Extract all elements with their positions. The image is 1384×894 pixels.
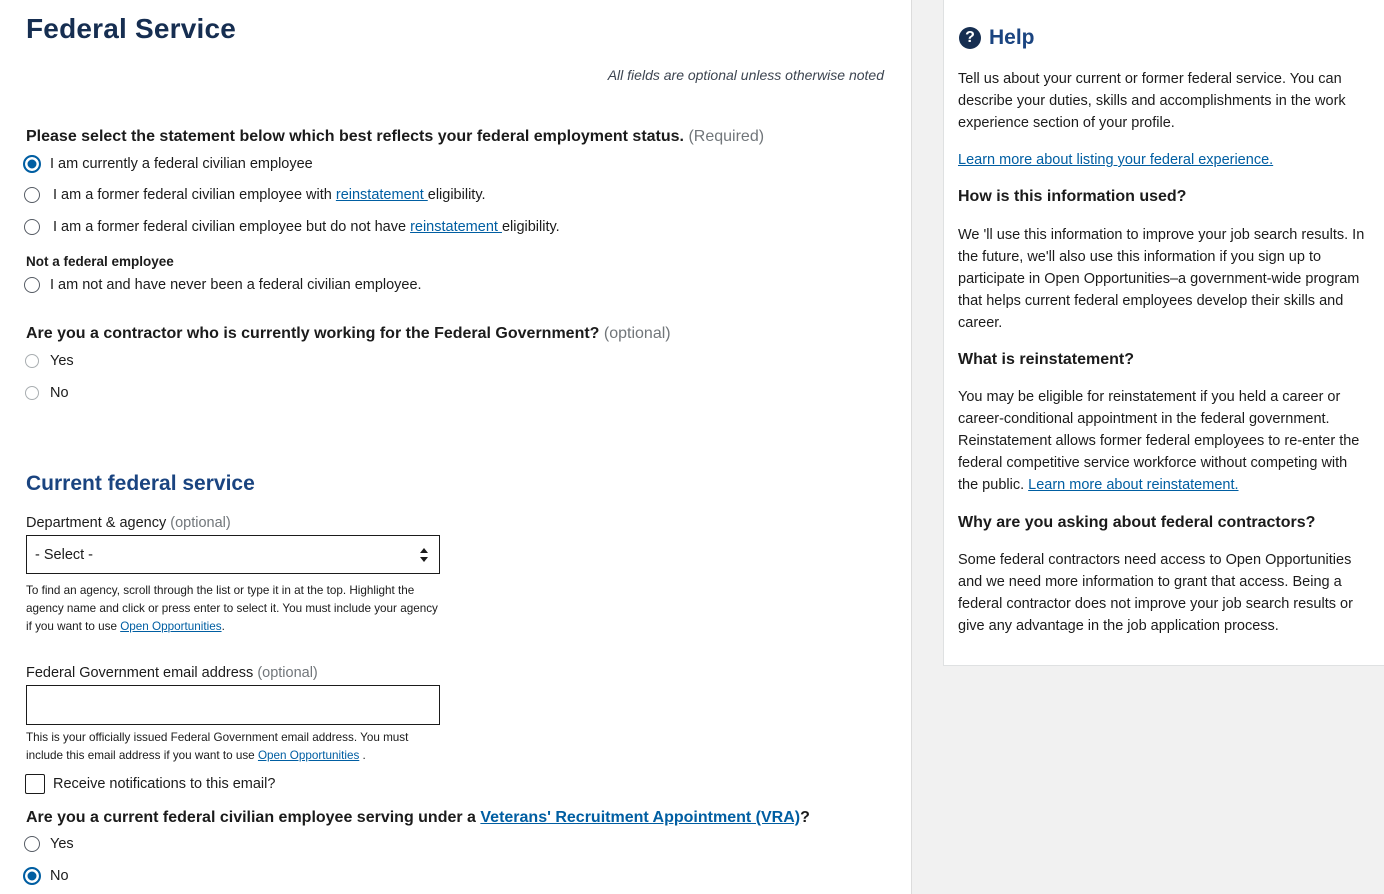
department-label-text: Department & agency <box>26 515 167 531</box>
radio-vra-no[interactable] <box>23 867 41 885</box>
help-a2-text: You may be eligible for reinstatement if you held a career or career-conditional appointment in the federal government. Reinstatement allows former federal employees to re-enter the federal competitive service workforce without competing with the public. <box>958 389 1360 493</box>
vra-question-text: Are you a current federal civilian employee serving under a <box>26 809 481 826</box>
department-optional: (optional) <box>170 515 231 531</box>
notifications-label: Receive notifications to this email? <box>53 776 276 792</box>
radio-never-federal[interactable] <box>24 277 40 293</box>
learn-more-federal-experience-link[interactable]: Learn more about listing your federal experience. <box>958 152 1274 168</box>
page-title: Federal Service <box>26 13 237 44</box>
option-text: I am a former federal civilian employee but do not have <box>53 219 411 235</box>
fields-note: All fields are optional unless otherwise noted <box>607 67 884 83</box>
vra-question-label <box>26 809 810 827</box>
required-marker: (Required) <box>688 128 765 145</box>
select-arrows-icon <box>419 547 429 563</box>
vra-link[interactable]: Veterans' Recruitment Appointment (VRA) <box>480 809 801 826</box>
option-former-with-reinstatement <box>53 187 486 203</box>
help-q3: Why are you asking about federal contractors? <box>958 514 1316 531</box>
current-service-heading: Current federal service <box>26 472 255 495</box>
contractor-no-label: No <box>50 385 69 401</box>
reinstatement-link-2[interactable]: reinstatement <box>410 219 502 235</box>
department-select[interactable] <box>26 535 440 574</box>
help-title <box>959 26 1035 50</box>
email-label-text: Federal Government email address <box>26 665 254 681</box>
help-title-text: Help <box>989 26 1035 49</box>
learn-more-reinstatement-link[interactable]: Learn more about reinstatement. <box>1028 477 1239 493</box>
contractor-question-text: Are you a contractor who is currently working for the Federal Government? <box>26 325 600 342</box>
radio-current-employee[interactable] <box>23 155 41 173</box>
option-text-end: eligibility. <box>501 219 560 235</box>
open-opportunities-link-2[interactable]: Open Opportunities <box>257 749 360 762</box>
radio-contractor-no[interactable] <box>25 386 39 400</box>
department-hint <box>26 582 446 636</box>
radio-former-without-reinstatement[interactable] <box>24 219 40 235</box>
email-label <box>26 665 318 681</box>
department-label <box>26 515 231 531</box>
status-question-text: Please select the statement below which best reflects your federal employment status. <box>26 128 684 145</box>
notifications-checkbox[interactable] <box>25 774 45 794</box>
reinstatement-link[interactable]: reinstatement <box>335 187 428 203</box>
department-hint-text: To find an agency, scroll through the list or type it in at the top. Highlight the agency name and click or press enter to select it. You must include your agency if you want to use <box>26 584 438 633</box>
email-hint-end: . <box>359 749 366 762</box>
contractor-question-label <box>26 325 671 343</box>
vra-yes-label: Yes <box>50 836 74 852</box>
option-text-end: eligibility. <box>427 187 486 203</box>
help-q1: How is this information used? <box>958 188 1187 205</box>
status-question-label <box>26 128 764 146</box>
option-never-federal: I am not and have never been a federal civilian employee. <box>50 277 422 293</box>
open-opportunities-link[interactable]: Open Opportunities <box>120 620 222 633</box>
contractor-yes-label: Yes <box>50 353 74 369</box>
optional-marker: (optional) <box>603 325 671 342</box>
email-hint-text: This is your officially issued Federal Government email address. You must include this email address if you want to use <box>26 731 409 762</box>
radio-former-with-reinstatement[interactable] <box>24 187 40 203</box>
help-learn-more <box>958 149 1368 171</box>
help-a3: Some federal contractors need access to Open Opportunities and we need more information to grant that access. Being a federal contractor does not improve your job search results or give any advantage in the job application process. <box>958 552 1353 634</box>
email-hint <box>26 729 426 765</box>
option-former-without-reinstatement <box>53 219 560 235</box>
help-q2: What is reinstatement? <box>958 351 1135 368</box>
email-optional: (optional) <box>257 665 318 681</box>
vra-question-end: ? <box>800 809 810 826</box>
department-hint-end: . <box>221 620 225 633</box>
option-current-employee: I am currently a federal civilian employee <box>50 156 313 172</box>
department-select-value: - Select - <box>35 547 94 563</box>
help-a1: We 'll use this information to improve your job search results. In the future, we'll also use this information if you sign up to participate in Open Opportunities–a government-wide program that helps current federal employees develop their skills and career. <box>958 227 1365 331</box>
not-federal-heading: Not a federal employee <box>26 254 174 269</box>
help-intro: Tell us about your current or former federal service. You can describe your duties, skills and accomplishments in the work experience section of your profile. <box>958 71 1346 131</box>
email-input[interactable] <box>26 685 440 725</box>
help-question-icon: ? <box>959 27 981 49</box>
radio-vra-yes[interactable] <box>24 836 40 852</box>
help-a2 <box>958 386 1368 496</box>
option-text: I am a former federal civilian employee with <box>53 187 336 203</box>
vra-no-label: No <box>50 868 69 884</box>
radio-contractor-yes[interactable] <box>25 354 39 368</box>
